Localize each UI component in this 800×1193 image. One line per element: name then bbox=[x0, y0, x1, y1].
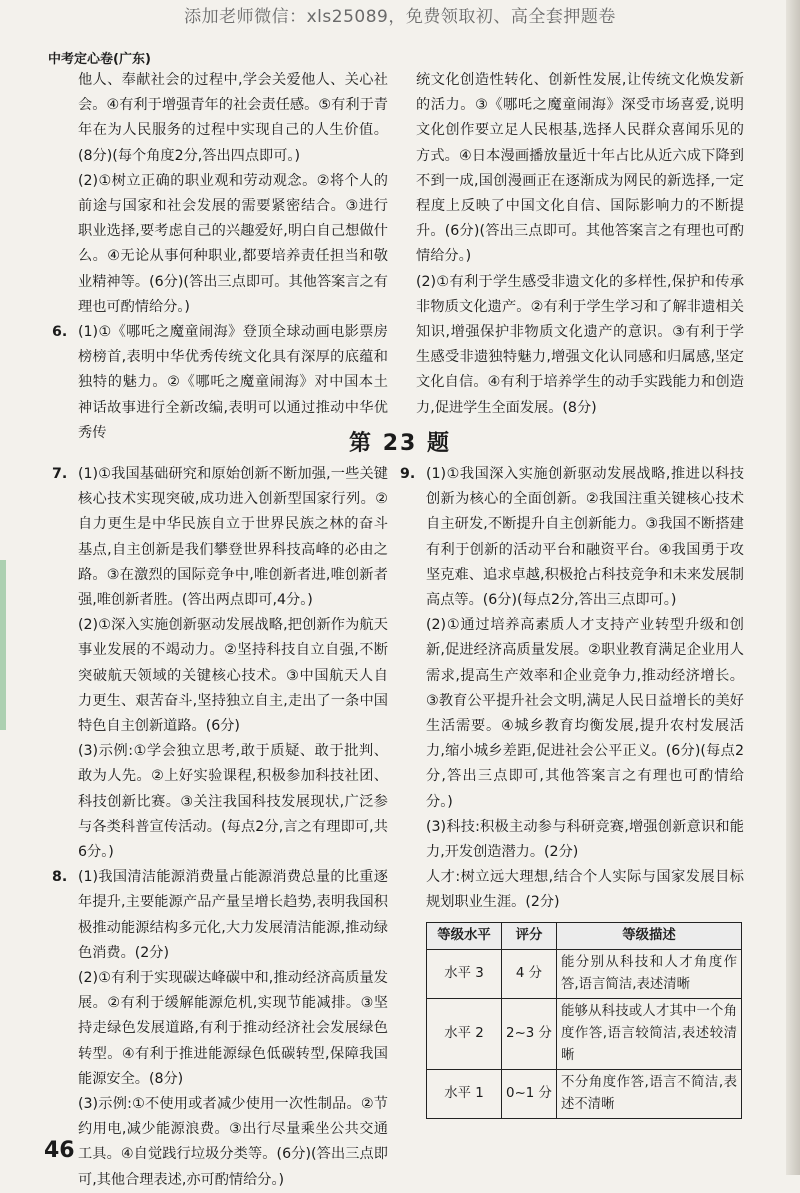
question-number: 6. bbox=[52, 324, 68, 341]
question-number: 7. bbox=[52, 466, 68, 482]
header-level: 等级水平 bbox=[427, 922, 502, 949]
description-cell: 不分角度作答,语言不简洁,表述不清晰 bbox=[557, 1069, 742, 1118]
question-9-part-3: (3)科技:积极主动参与科研竞赛,增强创新意识和能力,开发创造潜力。(2分) bbox=[426, 818, 744, 861]
page-edge-decoration bbox=[0, 560, 6, 730]
grade-table-header-row bbox=[427, 922, 742, 949]
left-top-column bbox=[52, 68, 388, 446]
right-bottom-column bbox=[400, 462, 744, 1119]
table-row bbox=[427, 949, 742, 998]
binding-shadow bbox=[786, 0, 800, 1175]
question-9 bbox=[400, 462, 744, 613]
header-score: 评分 bbox=[502, 922, 557, 949]
question-8 bbox=[52, 865, 388, 966]
question-9-part-1: (1)①我国深入实施创新驱动发展战略,推进以科技创新为核心的全面创新。②我国注重关键核心技术自主研发,不断提升自主创新能力。③我国不断搭建有利于创新的活动平台和融资平台。④我国勇于攻坚克难、追求卓越,积极抢占科技竞争和未来发展制高点等。(6分)(每点2分,答出三点即可。) bbox=[426, 466, 744, 609]
left-bottom-column bbox=[52, 462, 388, 1193]
answer-paragraph: (2)①有利于学生感受非遗文化的多样性,保护和传承非物质文化遗产。②有利于学生学习和了解非遗相关知识,增强保护非物质文化遗产的意识。③有利于学生感受非遗独特魅力,增强文化认同感和归属感,坚定文化自信。④有利于培养学生的动手实践能力和创造力,促进学生全面发展。(8分) bbox=[416, 273, 744, 416]
grade-table-wrapper bbox=[400, 922, 744, 1119]
question-9-part-4: 人才:树立远大理想,结合个人实际与国家发展目标规划职业生涯。(2分) bbox=[426, 869, 744, 911]
header-tag: 中考定心卷(广东) bbox=[48, 52, 151, 67]
question-7-part-2: (2)①深入实施创新驱动发展战略,把创新作为航天事业发展的不竭动力。②坚持科技自立自强,不断突破航天领域的关键核心技术。③中国航天人自力更生、艰苦奋斗,坚持独立自主,走出了一条中国特色自主创新道路。(6分) bbox=[78, 617, 388, 735]
question-7-part-3: (3)示例:①学会独立思考,敢于质疑、敢于批判、敢为人先。②上好实验课程,积极参加科技社团、科技创新比赛。③关注我国科技发展现状,广泛参与各类科普宣传活动。(每点2分,言之有理即可,共6分。) bbox=[78, 743, 388, 861]
section-title: 第 23 题 bbox=[349, 431, 451, 456]
level-cell: 水平 1 bbox=[427, 1069, 502, 1118]
question-7-part-1: (1)①我国基础研究和原始创新不断加强,一些关键核心技术实现突破,成功进入创新型国家行列。②自力更生是中华民族自立于世界民族之林的奋斗基点,自主创新是我们攀登世界科技高峰的必由之路。③在激烈的国际竞争中,唯创新者进,唯创新者强,唯创新者胜。(答出两点即可,4分。) bbox=[78, 466, 388, 609]
score-cell: 4 分 bbox=[502, 949, 557, 998]
description-cell: 能分别从科技和人才角度作答,语言简洁,表述清晰 bbox=[557, 949, 742, 998]
question-8-part-1: (1)我国清洁能源消费量占能源消费总量的比重逐年提升,主要能源产品产量呈增长趋势,表明我国积极推动能源结构多元化,大力发展清洁能源,推动绿色消费。(2分) bbox=[78, 869, 388, 961]
question-8-part-3: (3)示例:①不使用或者减少使用一次性制品。②节约用电,减少能源浪费。③出行尽量乘坐公共交通工具。④自觉践行垃圾分类等。(6分)(答出三点即可,其他合理表述,亦可酌情给分。) bbox=[78, 1096, 388, 1188]
question-8-part-2: (2)①有利于实现碳达峰碳中和,推动经济高质量发展。②有利于缓解能源危机,实现节能减排。③坚持走绿色发展道路,有利于推动经济社会发展绿色转型。④有利于推进能源绿色低碳转型,保障我国能源安全。(8分) bbox=[78, 970, 388, 1087]
answer-paragraph: 他人、奉献社会的过程中,学会关爱他人、关心社会。④有利于增强青年的社会责任感。⑤有利于青年在为人民服务的过程中实现自己的人生价值。(8分)(每个角度2分,答出四点即可。) bbox=[78, 72, 388, 164]
answer-paragraph: 统文化创造性转化、创新性发展,让传统文化焕发新的活力。③《哪吒之魔童闹海》深受市场喜爱,说明文化创作要立足人民根基,选择人民群众喜闻乐见的方式。④日本漫画播放量近十年占比从近六成下降到不到一成,国创漫画正在逐渐成为网民的新选择,一定程度上反映了中国文化自信、国际影响力的不断提升。(6分)(答出三点即可。其他答案言之有理也可酌情给分。) bbox=[416, 72, 744, 265]
question-6-text: (1)①《哪吒之魔童闹海》登顶全球动画电影票房榜榜首,表明中华优秀传统文化具有深厚的底蕴和独特的魅力。②《哪吒之魔童闹海》对中国本土神话故事进行全新改编,表明可以通过推动中华优秀传 bbox=[78, 324, 388, 441]
score-cell: 0~1 分 bbox=[502, 1069, 557, 1118]
watermark-banner: 添加老师微信：xls25089，免费领取初、高全套押题卷 bbox=[184, 7, 616, 27]
level-cell: 水平 3 bbox=[427, 949, 502, 998]
page-number: 46 bbox=[44, 1138, 75, 1163]
question-7 bbox=[52, 462, 388, 613]
right-top-column bbox=[416, 68, 744, 421]
level-cell: 水平 2 bbox=[427, 998, 502, 1069]
table-row bbox=[427, 998, 742, 1069]
question-number: 8. bbox=[52, 869, 68, 886]
table-row bbox=[427, 1069, 742, 1118]
answer-paragraph: (2)①树立正确的职业观和劳动观念。②将个人的前途与国家和社会发展的需要紧密结合。③进行职业选择,要考虑自己的兴趣爱好,明白自己想做什么。④无论从事何种职业,都要培养责任担当和敬业精神等。(6分)(答出三点即可。其他答案言之有理也可酌情给分。) bbox=[78, 172, 388, 315]
question-9-part-2: (2)①通过培养高素质人才支持产业转型升级和创新,促进经济高质量发展。②职业教育满足企业用人需求,提高生产效率和企业竞争力,推动经济增长。③教育公平提升社会文明,满足人民日益增长的美好生活需要。④城乡教育均衡发展,提升农村发展活力,缩小城乡差距,促进社会公平正义。(6分)(每点2分,答出三点即可,其他答案言之有理也可酌情给分。) bbox=[426, 617, 744, 810]
header-description: 等级描述 bbox=[557, 922, 742, 949]
description-cell: 能够从科技或人才其中一个角度作答,语言较简洁,表述较清晰 bbox=[557, 998, 742, 1069]
grade-table bbox=[426, 922, 742, 1119]
question-number: 9. bbox=[400, 466, 416, 482]
score-cell: 2~3 分 bbox=[502, 998, 557, 1069]
